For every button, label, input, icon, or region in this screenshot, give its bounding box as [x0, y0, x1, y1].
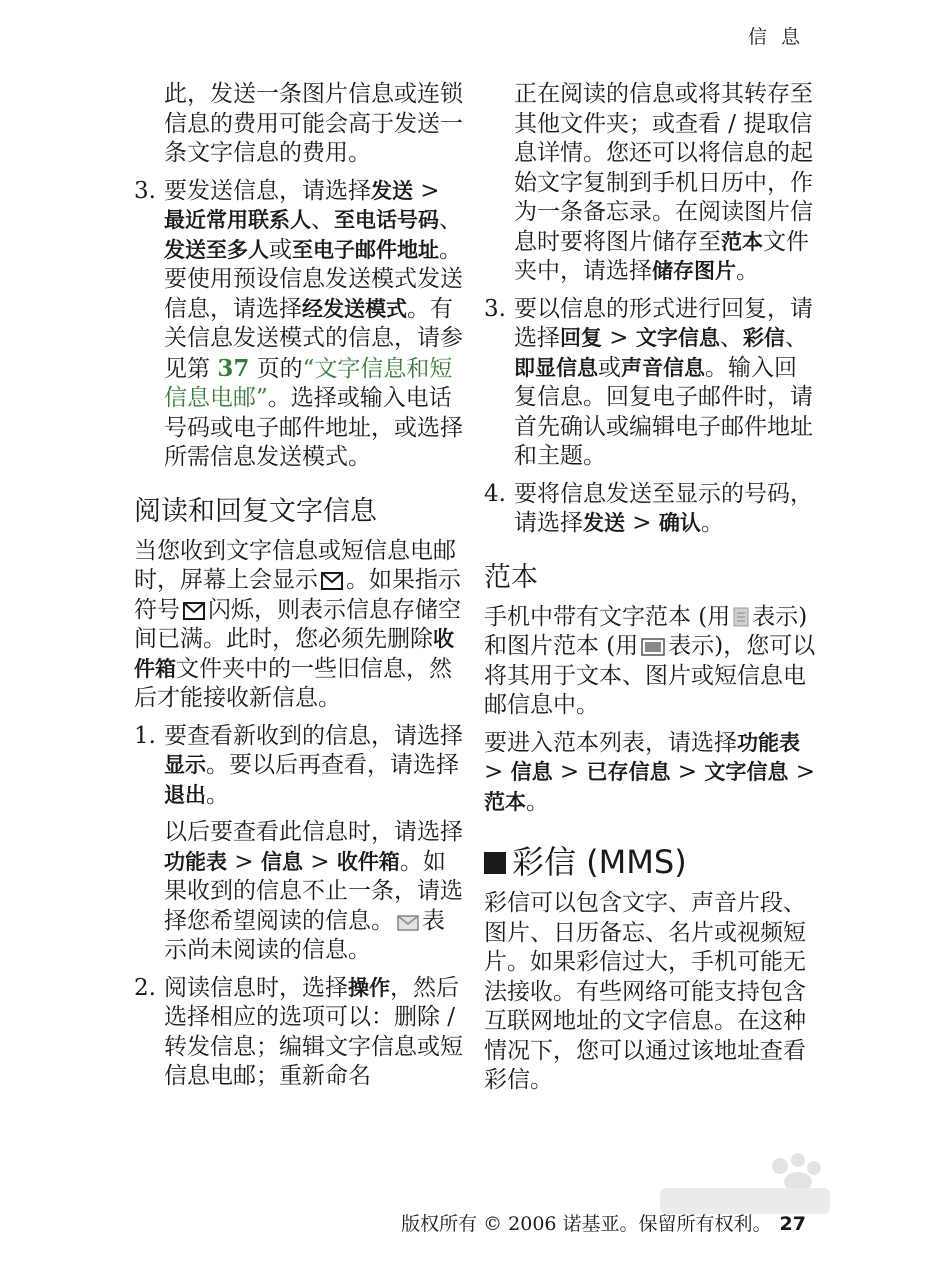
copyright-notice: 版权所有 © 2006 诺基亚。保留所有权利。 — [401, 1213, 772, 1235]
section-title-templates: 范本 — [484, 561, 538, 593]
left-column — [134, 80, 464, 1100]
picture-template-icon — [641, 638, 665, 656]
section-title-mms: 彩信 (MMS) — [484, 843, 816, 881]
step-number: 3. — [484, 295, 506, 322]
step-body: 要将信息发送至显示的号码，请选择发送 > 确认。 — [514, 480, 813, 536]
step-4 — [484, 480, 816, 539]
step-body: 要发送信息，请选择发送 > 最近常用联系人、至电话号码、发送至多人或至电子邮件地址。要使用预设信息发送模式发送信息，请选择经发送模式。有关信息发送模式的信息，请参见第 37 页的“文字信息和短信息电邮”。选择或输入电话号码或电子邮件地址，或选择所需信息发送模式。 — [164, 177, 463, 470]
step-number: 1. — [134, 722, 156, 749]
page-number: 27 — [779, 1213, 806, 1235]
square-bullet-icon — [484, 852, 506, 874]
page-footer — [401, 1209, 806, 1236]
unread-message-icon — [397, 915, 419, 931]
cross-reference-link[interactable]: “文字信息和短信息电邮” — [164, 355, 453, 411]
section-title-read-reply: 阅读和回复文字信息 — [134, 495, 377, 527]
envelope-icon — [183, 602, 205, 620]
envelope-icon — [321, 572, 343, 590]
intro-continuation: 此，发送一条图片信息或连锁信息的费用可能会高于发送一条文字信息的费用。 — [164, 81, 463, 166]
baidu-logo — [660, 1148, 830, 1218]
paragraph-templates: 手机中带有文字范本 (用 表示) 和图片范本 (用 表示)，您可以将其用于文本、图片或短信息电邮信息中。 — [484, 603, 816, 718]
step-2-continuation: 正在阅读的信息或将其转存至其他文件夹；或查看 / 提取信息详情。您还可以将信息的起始文字复制到手机日历中，作为一条备忘录。在阅读图片信息时要将图片储存至范本文件夹中，请选择储存图片。 — [514, 81, 813, 284]
step-number: 3. — [134, 177, 156, 204]
paragraph-mms: 彩信可以包含文字、声音片段、图片、日历备忘、名片或视频短片。如果彩信过大，手机可能无法接收。有些网络可能支持包含互联网地址的文字信息。在这种情况下，您可以通过该地址查看彩信。 — [484, 890, 806, 1093]
step-number: 4. — [484, 480, 506, 507]
step-body: 要查看新收到的信息，请选择显示。要以后再查看，请选择退出。 — [164, 722, 463, 808]
step-number: 2. — [134, 974, 156, 1001]
step-body: 要以信息的形式进行回复，请选择回复 > 文字信息、彩信、即显信息或声音信息。输入回复信息。回复电子邮件时，请首先确认或编辑电子邮件地址和主题。 — [514, 295, 813, 469]
right-column — [484, 80, 816, 1104]
step-3-right — [484, 295, 816, 472]
running-header: 信 息 — [747, 26, 804, 48]
paragraph-template-list: 要进入范本列表，请选择功能表 > 信息 > 已存信息 > 文字信息 > 范本。 — [484, 729, 815, 815]
step-2 — [134, 974, 464, 1092]
step-1 — [134, 722, 464, 811]
step-1-sub: 以后要查看此信息时，请选择功能表 > 信息 > 收件箱。如果收到的信息不止一条，请选择您希望阅读的信息。 表示尚未阅读的信息。 — [164, 819, 463, 963]
paragraph-receive: 当您收到文字信息或短信息电邮时，屏幕上会显示 。如果指示符号 闪烁，则表示信息存储空间已满。此时，您必须先删除收件箱文件夹中的一些旧信息，然后才能接收新信息。 — [134, 537, 461, 711]
page-reference[interactable]: 37 — [217, 354, 250, 382]
text-template-icon — [733, 607, 749, 627]
step-body: 阅读信息时，选择操作，然后选择相应的选项可以：删除 / 转发信息；编辑文字信息或短信息电邮；重新命名 — [164, 974, 463, 1089]
step-3-left — [134, 177, 464, 473]
